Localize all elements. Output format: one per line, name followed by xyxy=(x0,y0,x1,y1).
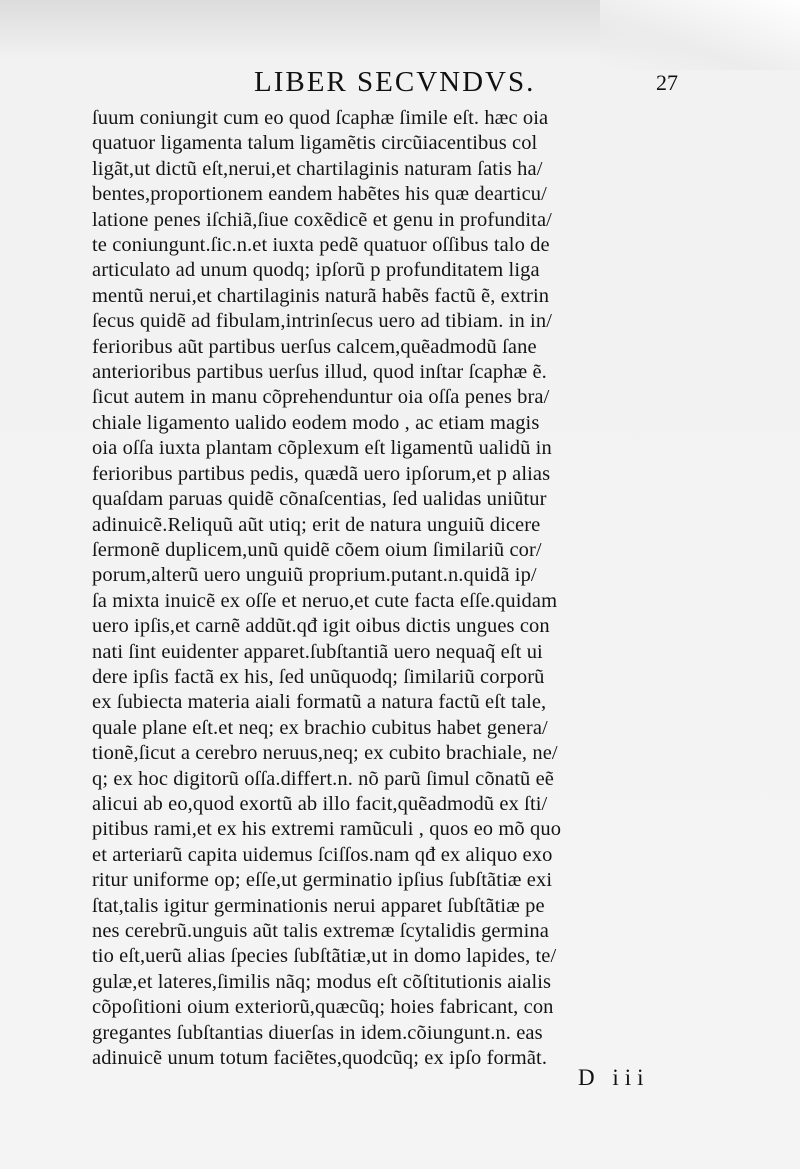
text-line: quatuor ligamenta talum ligamẽtis circũiacentibus col xyxy=(92,132,538,155)
text-line: adinuicẽ unum totum faciẽtes,quodcũq; ex ipſo formãt. xyxy=(92,1047,548,1070)
text-line: uero ipſis,et carnẽ addũt.qđ igit oibus dictis ungues con xyxy=(92,615,550,638)
text-line: ferioribus partibus pedis, quædã uero ipſorum,et p alias xyxy=(92,462,551,485)
text-line: ſicut autem in manu cõprehenduntur oia oſſa penes bra/ xyxy=(92,386,550,409)
text-line: ſecus quidẽ ad fibulam,intrinſecus uero ad tibiam. in in/ xyxy=(92,310,553,333)
text-line: alicui ab eo,quod exortũ ab illo facit,quẽadmodũ ex ſti/ xyxy=(92,792,548,815)
page-number: 27 xyxy=(656,70,678,95)
text-line: quale plane eſt.et neq; ex brachio cubitus habet genera/ xyxy=(92,716,548,739)
text-line: ſtat,talis igitur germinationis nerui apparet ſubſtãtiæ pe xyxy=(92,894,545,917)
text-line: tionẽ,ſicut a cerebro neruus,neq; ex cubito brachiale, ne/ xyxy=(92,742,558,765)
text-line: adinuicẽ.Reliquũ aũt utiq; erit de natura unguiũ dicere xyxy=(92,513,541,536)
text-line: ritur uniforme op; eſſe,ut germinatio ipſius ſubſtãtiæ exi xyxy=(92,869,553,892)
text-line: tio eſt,uerũ alias ſpecies ſubſtãtiæ,ut in domo lapides, te/ xyxy=(92,945,557,968)
signature-mark: D iii xyxy=(578,1065,650,1090)
text-line: quaſdam paruas quidẽ cõnaſcentias, ſed ualidas uniũtur xyxy=(92,488,547,511)
text-line: ſa mixta inuicẽ ex oſſe et neruo,et cute facta eſſe.quidam xyxy=(92,589,558,612)
text-line: bentes,proportionem eandem habẽtes his quæ dearticu/ xyxy=(92,183,547,206)
text-line: ferioribus aũt partibus uerſus calcem,quẽadmodũ ſane xyxy=(92,335,537,358)
body-text xyxy=(92,106,712,1071)
text-line: et arteriarũ capita uidemus ſciſſos.nam qđ ex aliquo exo xyxy=(92,843,553,866)
text-line: ligãt,ut dictũ eſt,nerui,et chartilaginis naturam ſatis ha/ xyxy=(92,157,543,180)
text-line: gulæ,et lateres,ſimilis nãq; modus eſt cõſtitutionis aialis xyxy=(92,970,552,993)
text-line: chiale ligamento ualido eodem modo , ac etiam magis xyxy=(92,411,540,434)
text-line: latione penes iſchiã,ſiue coxẽdicẽ et genu in profundita/ xyxy=(92,208,552,231)
text-line: ex ſubiecta materia aiali formatũ a natura factũ eſt tale, xyxy=(92,691,547,714)
text-line: ſuum coniungit cum eo quod ſcaphæ ſimile eſt. hæc oia xyxy=(92,107,549,129)
text-line: dere ipſis factã ex his, ſed unũquodq; ſimilariũ corporũ xyxy=(92,665,545,688)
text-line: mentũ nerui,et chartilaginis naturã habẽs factũ ẽ, extrin xyxy=(92,284,550,307)
page-header xyxy=(94,66,714,106)
text-line: pitibus rami,et ex his extremi ramũculi , quos eo mõ quo xyxy=(92,818,562,841)
text-line: nes cerebrũ.unguis aũt talis extremæ ſcytalidis germina xyxy=(92,920,549,942)
text-line: nati ſint euidenter apparet.ſubſtantiã uero nequaq̃ eſt ui xyxy=(92,640,543,663)
text-line: porum,alterũ uero unguiũ proprium.putant.n.quidã ip/ xyxy=(92,564,537,587)
text-line: q; ex hoc digitorũ oſſa.differt.n. nõ parũ ſimul cõnatũ eẽ xyxy=(92,767,554,790)
text-line: te coniungunt.ſic.n.et iuxta pedẽ quatuor oſſibus talo de xyxy=(92,234,550,257)
running-title: LIBER SECVNDVS. xyxy=(254,66,536,98)
text-line: gregantes ſubſtantias diuerſas in idem.cõiungunt.n. eas xyxy=(92,1021,543,1044)
text-line: anterioribus partibus uerſus illud, quod inſtar ſcaphæ ẽ. xyxy=(92,361,547,384)
text-line: ſermonẽ duplicem,unũ quidẽ cõem oium ſimilariũ cor/ xyxy=(92,538,542,561)
text-line: cõpoſitioni oium exteriorũ,quæcũq; hoies fabricant, con xyxy=(92,996,554,1019)
page-corner-shading xyxy=(600,0,800,70)
text-line: oia oſſa iuxta plantam cõplexum eſt ligamentũ ualidũ in xyxy=(92,437,552,460)
text-line: articulato ad unum quodq; ipſorũ p profunditatem liga xyxy=(92,259,540,282)
